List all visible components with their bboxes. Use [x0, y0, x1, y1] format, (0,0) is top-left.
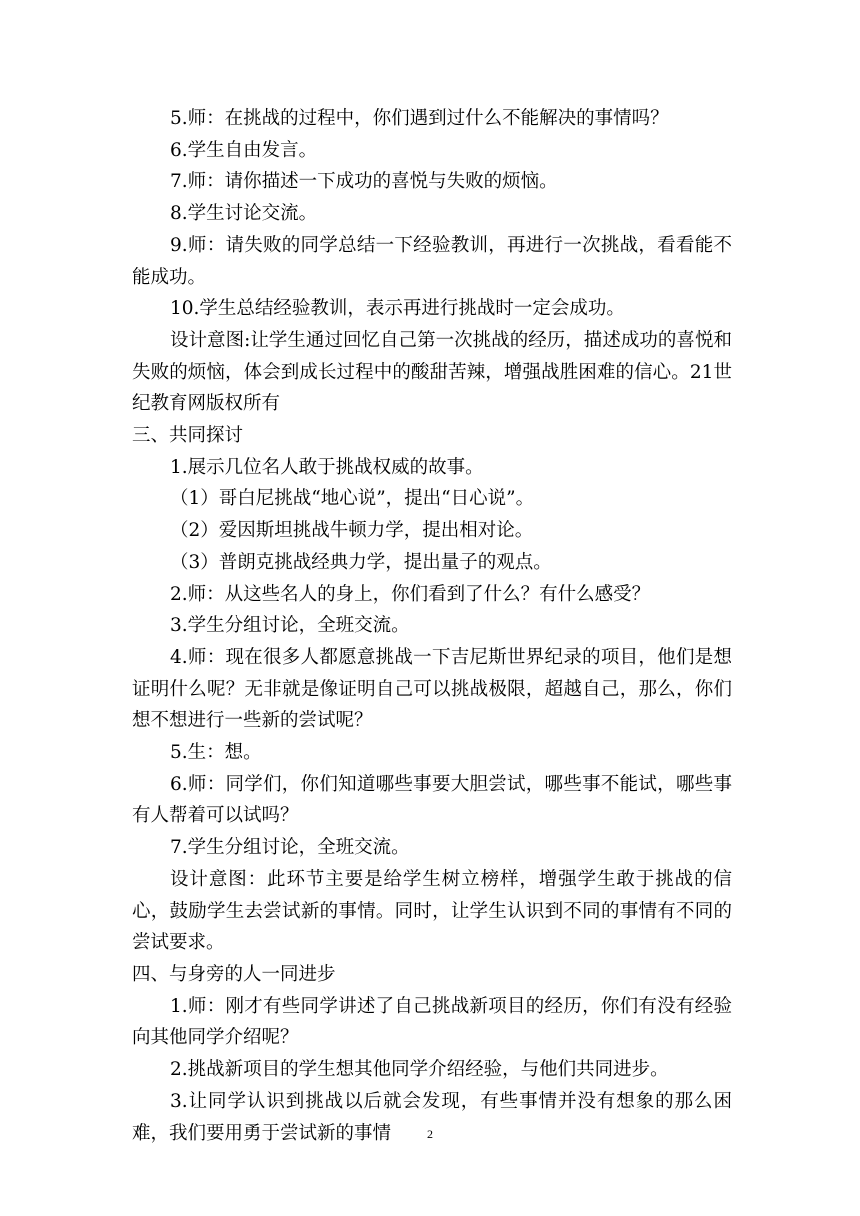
- paragraph: （2）爱因斯坦挑战牛顿力学，提出相对论。: [170, 520, 534, 542]
- page-number: 2: [427, 1127, 433, 1141]
- section-heading: 四、与身旁的人一同进步: [132, 963, 336, 985]
- paragraph: 设计意图：此环节主要是给学生树立榜样，增强学生敢于挑战的信心，鼓励学生去尝试新的事情。同时，让学生认识到不同的事情有不同的尝试要求。: [132, 868, 732, 954]
- paragraph: 3.让同学认识到挑战以后就会发现，有些事情并没有想象的那么困难，我们要用勇于尝试新的事情: [132, 1090, 732, 1144]
- paragraph: 1.展示几位名人敢于挑战权威的故事。: [170, 456, 484, 478]
- paragraph: 7.学生分组讨论，全班交流。: [170, 837, 410, 859]
- paragraph: 设计意图:让学生通过回忆自己第一次挑战的经历，描述成功的喜悦和失败的烦恼，体会到成长过程中的酸甜苦辣，增强战胜困难的信心。21世纪教育网版权所有: [132, 329, 732, 415]
- paragraph: 2.师：从这些名人的身上，你们看到了什么？有什么感受？: [170, 583, 651, 605]
- paragraph: 3.学生分组讨论，全班交流。: [170, 615, 410, 637]
- document-body: [132, 103, 732, 1149]
- paragraph: （1）哥白尼挑战“地心说”，提出“日心说”。: [170, 488, 535, 510]
- section-heading: 三、共同探讨: [132, 425, 244, 447]
- paragraph: 9.师：请失败的同学总结一下经验教训，再进行一次挑战，看看能不能成功。: [132, 234, 732, 288]
- paragraph: 5.生：想。: [170, 742, 262, 764]
- paragraph: （3）普朗克挑战经典力学，提出量子的观点。: [170, 551, 552, 573]
- paragraph: 10.学生总结经验教训，表示再进行挑战时一定会成功。: [170, 298, 625, 320]
- paragraph: 4.师：现在很多人都愿意挑战一下吉尼斯世界纪录的项目，他们是想证明什么呢？无非就是像证明自己可以挑战极限，超越自己，那么，你们想不想进行一些新的尝试呢？: [132, 646, 732, 732]
- paragraph: 1.师：刚才有些同学讲述了自己挑战新项目的经历，你们有没有经验向其他同学介绍呢？: [132, 995, 732, 1049]
- paragraph: 6.学生自由发言。: [170, 139, 318, 161]
- paragraph: 5.师：在挑战的过程中，你们遇到过什么不能解决的事情吗？: [170, 108, 669, 129]
- paragraph: 6.师：同学们，你们知道哪些事要大胆尝试，哪些事不能试，哪些事有人帮着可以试吗？: [132, 773, 732, 827]
- paragraph: 7.师：请你描述一下成功的喜悦与失败的烦恼。: [170, 171, 558, 193]
- paragraph: 2.挑战新项目的学生想其他同学介绍经验，与他们共同进步。: [170, 1059, 669, 1081]
- paragraph: 8.学生讨论交流。: [170, 203, 318, 225]
